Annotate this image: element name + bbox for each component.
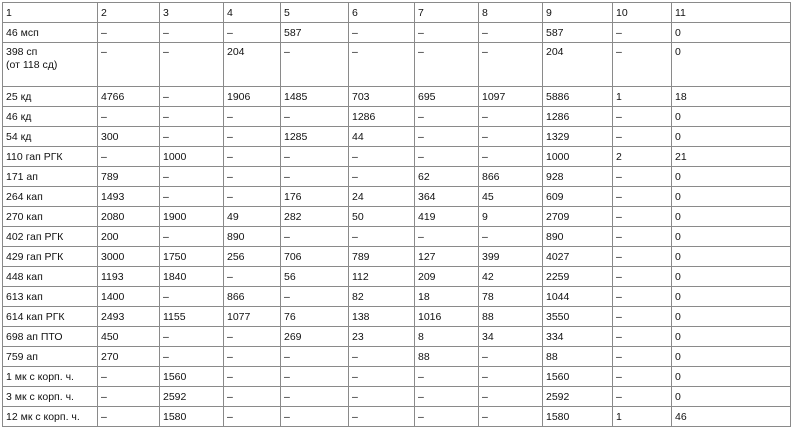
- table-cell: 706: [281, 247, 349, 267]
- unit-name-line: 270 кап: [6, 210, 43, 223]
- table-row: [3, 307, 791, 327]
- table-cell: 2493: [98, 307, 160, 327]
- column-header: 2: [98, 3, 160, 23]
- table-cell: –: [415, 367, 479, 387]
- table-cell: 1493: [98, 187, 160, 207]
- table-cell: –: [613, 387, 672, 407]
- table-cell: 50: [349, 207, 415, 227]
- table-cell: –: [349, 167, 415, 187]
- table-row: [3, 287, 791, 307]
- table-cell: 256: [224, 247, 281, 267]
- table-cell: –: [415, 407, 479, 427]
- table-cell: –: [281, 407, 349, 427]
- table-cell: –: [349, 43, 415, 87]
- unit-name-cell: [3, 387, 98, 407]
- table-cell: –: [415, 43, 479, 87]
- table-cell: –: [479, 227, 543, 247]
- table-cell: –: [613, 107, 672, 127]
- table-cell: 0: [672, 347, 791, 367]
- table-cell: 24: [349, 187, 415, 207]
- unit-name-cell: [3, 347, 98, 367]
- column-header: 5: [281, 3, 349, 23]
- table-cell: –: [613, 207, 672, 227]
- table-cell: –: [281, 107, 349, 127]
- table-cell: 300: [98, 127, 160, 147]
- unit-name-cell: [3, 307, 98, 327]
- table-row: [3, 43, 791, 87]
- table-cell: 1485: [281, 87, 349, 107]
- table-cell: –: [160, 23, 224, 43]
- data-table: [2, 2, 791, 427]
- table-cell: 0: [672, 187, 791, 207]
- unit-name-cell: [3, 147, 98, 167]
- unit-name-line: 46 мсп: [6, 26, 39, 39]
- table-cell: –: [479, 23, 543, 43]
- table-cell: 4766: [98, 87, 160, 107]
- table-cell: 4027: [543, 247, 613, 267]
- unit-name-line: 25 кд: [6, 90, 32, 103]
- table-cell: 127: [415, 247, 479, 267]
- table-cell: –: [479, 43, 543, 87]
- table-cell: 2592: [160, 387, 224, 407]
- unit-name-line: 429 гап РГК: [6, 250, 64, 263]
- table-body: [3, 23, 791, 427]
- table-cell: 890: [224, 227, 281, 247]
- table-row: [3, 387, 791, 407]
- table-row: [3, 107, 791, 127]
- table-row: [3, 87, 791, 107]
- table-cell: 2: [613, 147, 672, 167]
- table-cell: 1900: [160, 207, 224, 227]
- table-cell: –: [613, 347, 672, 367]
- table-cell: –: [98, 387, 160, 407]
- table-row: [3, 367, 791, 387]
- unit-name-cell: [3, 407, 98, 427]
- table-cell: 2080: [98, 207, 160, 227]
- table-cell: 78: [479, 287, 543, 307]
- table-cell: –: [98, 147, 160, 167]
- table-cell: –: [224, 167, 281, 187]
- table-cell: 0: [672, 387, 791, 407]
- table-cell: 1: [613, 87, 672, 107]
- table-cell: 45: [479, 187, 543, 207]
- table-cell: 2709: [543, 207, 613, 227]
- table-cell: 928: [543, 167, 613, 187]
- table-cell: –: [224, 23, 281, 43]
- unit-name-cell: [3, 187, 98, 207]
- column-header: 9: [543, 3, 613, 23]
- unit-name-line: 402 гап РГК: [6, 230, 64, 243]
- table-cell: 88: [415, 347, 479, 367]
- table-cell: –: [224, 367, 281, 387]
- table-row: [3, 167, 791, 187]
- table-cell: 270: [98, 347, 160, 367]
- table-cell: –: [613, 187, 672, 207]
- table-cell: –: [349, 147, 415, 167]
- table-cell: –: [613, 247, 672, 267]
- table-cell: –: [349, 23, 415, 43]
- table-cell: 587: [543, 23, 613, 43]
- table-cell: –: [415, 227, 479, 247]
- table-cell: –: [281, 43, 349, 87]
- table-cell: 18: [415, 287, 479, 307]
- table-cell: –: [613, 23, 672, 43]
- table-cell: 1016: [415, 307, 479, 327]
- table-cell: 9: [479, 207, 543, 227]
- table-cell: 18: [672, 87, 791, 107]
- table-cell: –: [613, 267, 672, 287]
- unit-name-line: (от 118 сд): [6, 59, 58, 71]
- table-cell: 1329: [543, 127, 613, 147]
- table-cell: –: [415, 107, 479, 127]
- table-cell: 0: [672, 107, 791, 127]
- table-cell: –: [613, 287, 672, 307]
- table-cell: –: [415, 147, 479, 167]
- table-cell: 419: [415, 207, 479, 227]
- table-cell: 76: [281, 307, 349, 327]
- table-cell: 46: [672, 407, 791, 427]
- table-cell: 0: [672, 327, 791, 347]
- table-cell: –: [479, 347, 543, 367]
- table-cell: –: [160, 347, 224, 367]
- table-cell: 269: [281, 327, 349, 347]
- table-cell: 1840: [160, 267, 224, 287]
- unit-name-line: 698 ап ПТО: [6, 330, 63, 343]
- table-row: [3, 227, 791, 247]
- table-cell: 138: [349, 307, 415, 327]
- table-cell: –: [415, 23, 479, 43]
- table-cell: 1580: [543, 407, 613, 427]
- table-cell: –: [613, 327, 672, 347]
- table-cell: 399: [479, 247, 543, 267]
- table-row: [3, 247, 791, 267]
- unit-name-line: 264 кап: [6, 190, 43, 203]
- table-cell: –: [613, 367, 672, 387]
- table-cell: –: [160, 43, 224, 87]
- table-cell: –: [613, 307, 672, 327]
- table-cell: –: [281, 367, 349, 387]
- unit-name-line: 12 мк с корп. ч.: [6, 410, 80, 423]
- table-cell: –: [224, 407, 281, 427]
- column-header: 8: [479, 3, 543, 23]
- table-cell: –: [98, 107, 160, 127]
- table-cell: –: [160, 107, 224, 127]
- table-cell: –: [281, 147, 349, 167]
- table-cell: 1000: [160, 147, 224, 167]
- table-cell: 82: [349, 287, 415, 307]
- table-cell: 1285: [281, 127, 349, 147]
- table-cell: 49: [224, 207, 281, 227]
- table-header-row: [3, 3, 791, 23]
- table-cell: 200: [98, 227, 160, 247]
- table-cell: 8: [415, 327, 479, 347]
- table-cell: 1286: [349, 107, 415, 127]
- table-cell: 587: [281, 23, 349, 43]
- table-cell: 1155: [160, 307, 224, 327]
- table-cell: 1560: [160, 367, 224, 387]
- table-cell: –: [479, 107, 543, 127]
- table-cell: –: [224, 387, 281, 407]
- column-header: 3: [160, 3, 224, 23]
- table-cell: 789: [98, 167, 160, 187]
- table-cell: –: [349, 387, 415, 407]
- table-cell: 88: [543, 347, 613, 367]
- table-cell: –: [224, 347, 281, 367]
- table-cell: 609: [543, 187, 613, 207]
- table-cell: 21: [672, 147, 791, 167]
- column-header: 6: [349, 3, 415, 23]
- table-cell: –: [98, 407, 160, 427]
- unit-name-line: 614 кап РГК: [6, 310, 65, 323]
- table-cell: –: [479, 367, 543, 387]
- table-cell: 1097: [479, 87, 543, 107]
- table-cell: 3550: [543, 307, 613, 327]
- table-cell: 1580: [160, 407, 224, 427]
- table-cell: –: [160, 167, 224, 187]
- column-header: 10: [613, 3, 672, 23]
- table-cell: –: [224, 187, 281, 207]
- table-cell: 334: [543, 327, 613, 347]
- table-cell: –: [613, 167, 672, 187]
- table-cell: 204: [543, 43, 613, 87]
- table-cell: –: [613, 43, 672, 87]
- table-cell: 176: [281, 187, 349, 207]
- table-cell: 2592: [543, 387, 613, 407]
- table-cell: 450: [98, 327, 160, 347]
- table-cell: 1286: [543, 107, 613, 127]
- unit-name-line: 110 гап РГК: [6, 150, 63, 163]
- table-cell: 112: [349, 267, 415, 287]
- table-cell: 789: [349, 247, 415, 267]
- table-cell: 1000: [543, 147, 613, 167]
- table-cell: 695: [415, 87, 479, 107]
- table-cell: –: [224, 107, 281, 127]
- unit-name-cell: [3, 267, 98, 287]
- unit-name-line: 398 сп: [6, 46, 38, 58]
- table-cell: –: [479, 147, 543, 167]
- table-row: [3, 23, 791, 43]
- unit-name-cell: [3, 367, 98, 387]
- unit-name-cell: [3, 43, 98, 87]
- table-cell: –: [613, 127, 672, 147]
- table-cell: 0: [672, 227, 791, 247]
- table-cell: 0: [672, 167, 791, 187]
- table-cell: –: [479, 127, 543, 147]
- table-cell: –: [160, 287, 224, 307]
- unit-name-line: 759 ап: [6, 350, 38, 363]
- table-cell: 0: [672, 23, 791, 43]
- unit-name-line: 171 ап: [6, 170, 38, 183]
- table-cell: –: [160, 87, 224, 107]
- unit-name-cell: [3, 247, 98, 267]
- table-cell: 0: [672, 267, 791, 287]
- table-row: [3, 147, 791, 167]
- table-cell: 1: [613, 407, 672, 427]
- table-row: [3, 347, 791, 367]
- table-cell: 42: [479, 267, 543, 287]
- table-cell: 209: [415, 267, 479, 287]
- table-cell: 2259: [543, 267, 613, 287]
- table-cell: –: [281, 387, 349, 407]
- table-cell: 1077: [224, 307, 281, 327]
- table-cell: –: [613, 227, 672, 247]
- table-row: [3, 207, 791, 227]
- table-cell: 44: [349, 127, 415, 147]
- column-header: 11: [672, 3, 791, 23]
- table-cell: 282: [281, 207, 349, 227]
- unit-name-cell: [3, 127, 98, 147]
- table-cell: –: [349, 347, 415, 367]
- table-row: [3, 267, 791, 287]
- table-cell: –: [224, 147, 281, 167]
- column-header: 4: [224, 3, 281, 23]
- table-cell: 34: [479, 327, 543, 347]
- table-row: [3, 407, 791, 427]
- table-cell: –: [281, 227, 349, 247]
- unit-name-line: 3 мк с корп. ч.: [6, 390, 74, 403]
- table-cell: 23: [349, 327, 415, 347]
- unit-name-line: 46 кд: [6, 110, 32, 123]
- table-cell: –: [98, 367, 160, 387]
- unit-name-line: 54 кд: [6, 130, 32, 143]
- table-cell: –: [479, 387, 543, 407]
- table-cell: –: [160, 127, 224, 147]
- table-cell: 0: [672, 247, 791, 267]
- table-cell: 0: [672, 43, 791, 87]
- table-cell: –: [160, 327, 224, 347]
- table-cell: 866: [224, 287, 281, 307]
- table-cell: 890: [543, 227, 613, 247]
- table-cell: –: [98, 23, 160, 43]
- column-header: 1: [3, 3, 98, 23]
- table-cell: –: [349, 407, 415, 427]
- unit-name-cell: [3, 87, 98, 107]
- table-cell: 0: [672, 207, 791, 227]
- table-row: [3, 187, 791, 207]
- table-cell: 56: [281, 267, 349, 287]
- table-cell: –: [281, 287, 349, 307]
- unit-name-cell: [3, 23, 98, 43]
- table-cell: 0: [672, 127, 791, 147]
- table-row: [3, 327, 791, 347]
- table-cell: 1400: [98, 287, 160, 307]
- table-cell: –: [349, 367, 415, 387]
- table-cell: 1750: [160, 247, 224, 267]
- table-cell: 866: [479, 167, 543, 187]
- unit-name-cell: [3, 327, 98, 347]
- table-cell: –: [98, 43, 160, 87]
- table-cell: 1560: [543, 367, 613, 387]
- table-cell: 62: [415, 167, 479, 187]
- table-cell: –: [349, 227, 415, 247]
- table-cell: 0: [672, 287, 791, 307]
- table-cell: 0: [672, 367, 791, 387]
- table-cell: 1193: [98, 267, 160, 287]
- unit-name-line: 613 кап: [6, 290, 43, 303]
- unit-name-cell: [3, 287, 98, 307]
- table-cell: –: [415, 387, 479, 407]
- unit-name-cell: [3, 227, 98, 247]
- unit-name-cell: [3, 207, 98, 227]
- table-cell: –: [479, 407, 543, 427]
- table-cell: –: [224, 327, 281, 347]
- unit-name-cell: [3, 167, 98, 187]
- table-cell: –: [160, 187, 224, 207]
- table-cell: 0: [672, 307, 791, 327]
- table-cell: 88: [479, 307, 543, 327]
- table-cell: –: [224, 267, 281, 287]
- table-row: [3, 127, 791, 147]
- table-cell: 703: [349, 87, 415, 107]
- table-cell: 364: [415, 187, 479, 207]
- unit-name-cell: [3, 107, 98, 127]
- table-cell: –: [160, 227, 224, 247]
- table-cell: –: [281, 347, 349, 367]
- table-cell: 1906: [224, 87, 281, 107]
- unit-name-line: 1 мк с корп. ч.: [6, 370, 74, 383]
- unit-name-line: 448 кап: [6, 270, 43, 283]
- column-header: 7: [415, 3, 479, 23]
- table-cell: –: [415, 127, 479, 147]
- table-cell: 1044: [543, 287, 613, 307]
- table-cell: –: [224, 127, 281, 147]
- table-cell: 204: [224, 43, 281, 87]
- table-cell: 3000: [98, 247, 160, 267]
- table-cell: –: [281, 167, 349, 187]
- table-cell: 5886: [543, 87, 613, 107]
